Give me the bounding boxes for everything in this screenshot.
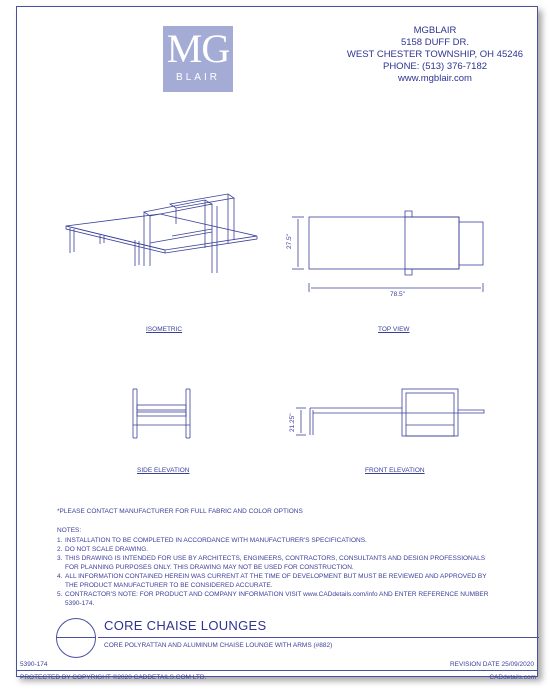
note-item: 1. INSTALLATION TO BE COMPLETED IN ACCORDANCE WITH MANUFACTURER'S SPECIFICATIONS.: [57, 537, 367, 544]
company-address-1: 5158 DUFF DR.: [400, 37, 470, 48]
logo-word: BLAIR: [176, 72, 220, 83]
dimension-width: 27.5": [286, 234, 293, 249]
top-view-label: TOP VIEW: [378, 326, 410, 333]
company-name: MGBLAIR: [413, 25, 457, 36]
footer-rule: [16, 670, 538, 671]
title-circle-icon: [56, 618, 96, 658]
copyright-text: PROTECTED BY COPYRIGHT ©2020 CADDETAILS.COM LTD.: [20, 674, 207, 681]
drawing-title: CORE CHAISE LOUNGES: [104, 618, 267, 633]
note-item: 3. THIS DRAWING IS INTENDED FOR USE BY ARCHITECTS, ENGINEERS, CONTRACTORS, CONSULTANTS AND DESIGN PROFESSIONALS FOR PLANNING PURPOSES ONLY. THIS DRAWING MAY NOT BE USED FOR CONSTRUCTION.: [57, 555, 486, 571]
front-elevation-label: FRONT ELEVATION: [365, 467, 425, 474]
company-website: www.mgblair.com: [398, 73, 472, 84]
notes-section: [57, 507, 497, 608]
dimension-length: 78.5": [390, 291, 405, 298]
top-view-drawing: [292, 211, 483, 292]
company-phone: PHONE: (513) 376-7182: [382, 61, 488, 72]
reference-number: 5390-174: [20, 661, 48, 668]
logo-mark: MG: [166, 26, 230, 71]
revision-date: REVISION DATE 25/09/2020: [449, 661, 534, 668]
title-rule: [98, 637, 539, 638]
drawing-subtitle: CORE POLYRATTAN AND ALUMINUM CHAISE LOUNGE WITH ARMS (#882): [104, 642, 333, 649]
isometric-drawing: [66, 194, 257, 273]
isometric-label: ISOMETRIC: [146, 326, 183, 333]
notes-list: [57, 536, 497, 608]
note-item: 5. CONTRACTOR'S NOTE: FOR PRODUCT AND COMPANY INFORMATION VISIT www.CADdetails.com/info AND ENTER REFERENCE NUMBER 5390-174.: [57, 591, 489, 607]
caddetails-link[interactable]: CADdetails.com: [489, 674, 536, 681]
side-elevation-drawing: [133, 389, 190, 438]
contact-note: *PLEASE CONTACT MANUFACTURER FOR FULL FABRIC AND COLOR OPTIONS: [57, 508, 303, 515]
dimension-height: 21.25": [289, 413, 296, 432]
note-item: 2. DO NOT SCALE DRAWING.: [57, 546, 149, 553]
title-block: [56, 618, 539, 658]
note-item: 4. ALL INFORMATION CONTAINED HEREIN WAS CURRENT AT THE TIME OF DEVELOPMENT BUT MUST BE REVIEWED AND APPROVED BY THE PRODUCT MANUFACTURER TO BE CONSIDERED ACCURATE.: [57, 573, 487, 589]
front-elevation-drawing: [296, 389, 484, 436]
title-circle-divider: [56, 637, 96, 638]
notes-title: NOTES:: [57, 527, 82, 534]
side-elevation-label: SIDE ELEVATION: [137, 467, 190, 474]
company-address-2: WEST CHESTER TOWNSHIP, OH 45246: [346, 49, 524, 60]
